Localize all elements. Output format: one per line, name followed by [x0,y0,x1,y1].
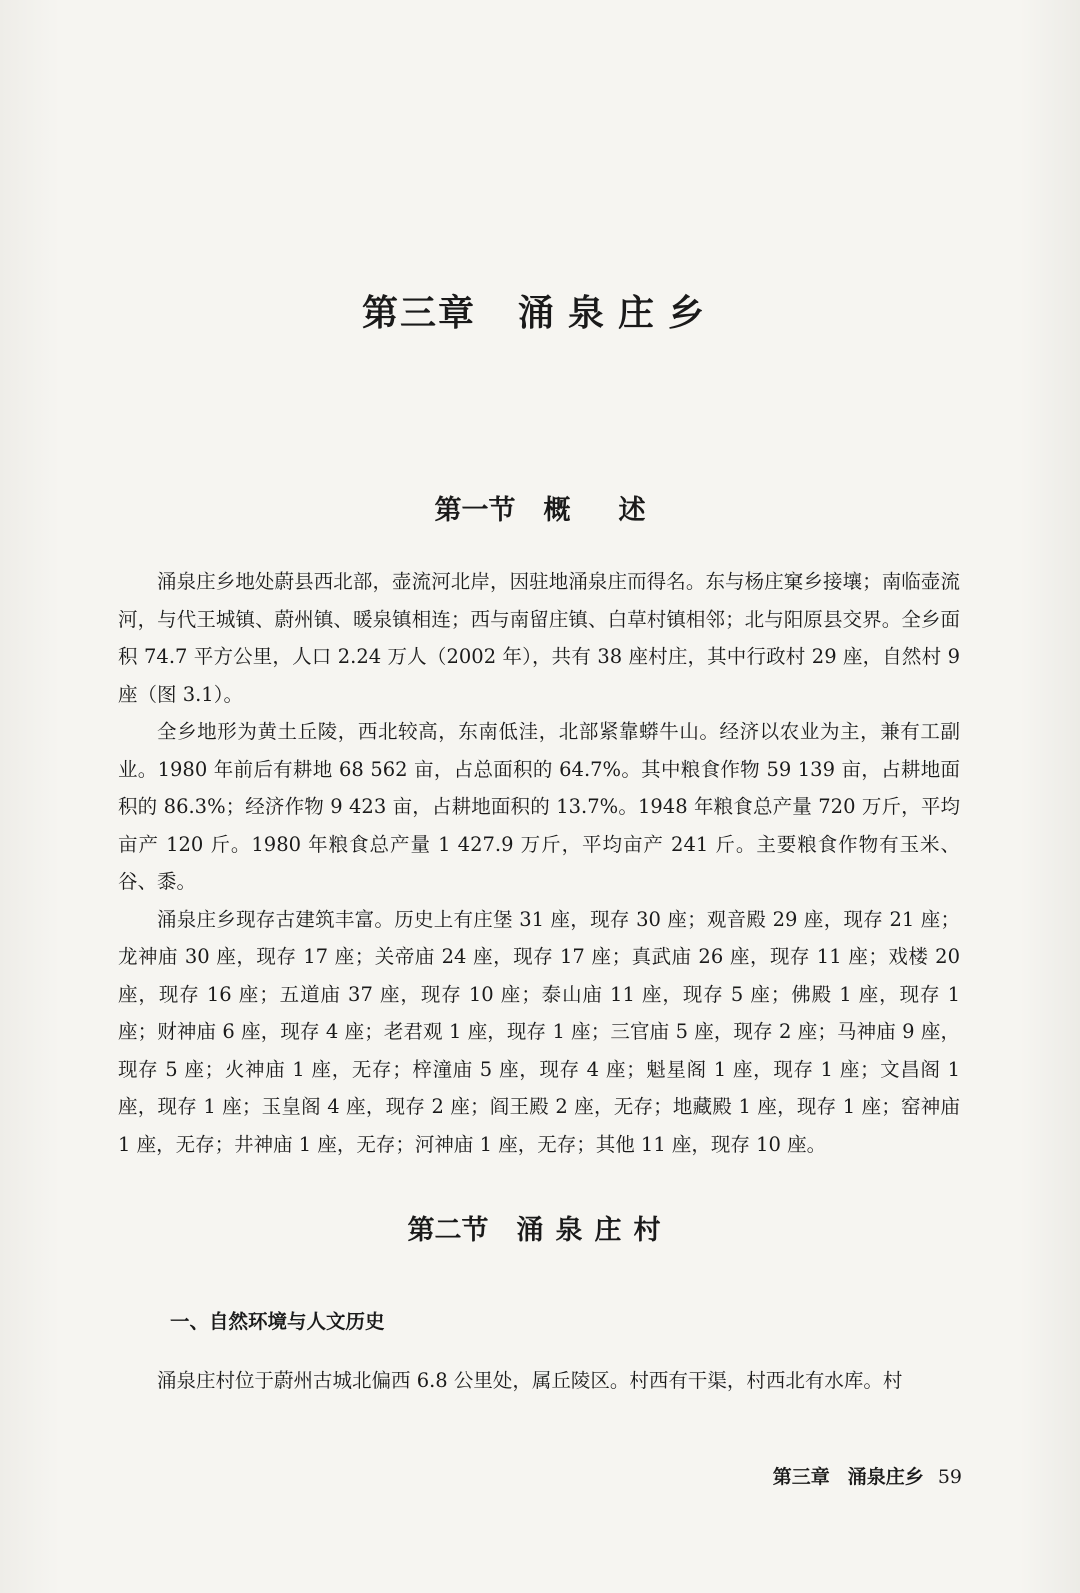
section-1-number: 第一节 [434,495,516,526]
chapter-title [0,285,1080,336]
section-2-title [0,1208,1080,1247]
paragraph-architecture: 涌泉庄乡现存古建筑丰富。历史上有庄堡 31 座，现存 30 座；观音殿 29 座，现存 21 座；龙神庙 30 座，现存 17 座；关帝庙 24 座，现存 17 座；真武庙 26 座，现存 11 座；戏楼 20 座，现存 16 座；五道庙 37 座，现存 10 座；泰山庙 11 座，现存 5 座；佛殿 1 座，现存 1 座；财神庙 6 座，现存 4 座；老君观 1 座，现存 1 座；三官庙 5 座，现存 2 座；马神庙 9 座，现存 5 座；火神庙 1 座，无存；梓潼庙 5 座，现存 4 座；魁星阁 1 座，现存 1 座；文昌阁 1 座，现存 1 座；玉皇阁 4 座，现存 2 座；阎王殿 2 座，无存；地藏殿 1 座，现存 1 座；窑神庙 1 座，无存；井神庙 1 座，无存；河神庙 1 座，无存；其他 11 座，现存 10 座。 [118,907,960,1156]
section-2-number: 第二节 [407,1215,489,1246]
section-1-body [118,563,960,1163]
footer-chapter-name: 涌泉庄乡 [847,1466,924,1488]
section-1-name: 概述 [543,495,694,526]
paragraph-village: 涌泉庄村位于蔚州古城北偏西 6.8 公里处，属丘陵区。村西有干渠，村西北有水库。村 [157,1369,903,1392]
footer-chapter-label: 第三章 [772,1466,830,1488]
chapter-name: 涌泉庄乡 [518,292,719,334]
page-number: 59 [937,1466,962,1488]
page-footer [773,1462,962,1489]
section-1-title [0,488,1080,527]
paragraph-location: 涌泉庄乡地处蔚县西北部，壶流河北岸，因驻地涌泉庄而得名。东与杨庄窠乡接壤；南临壶流河，与代王城镇、蔚州镇、暖泉镇相连；西与南留庄镇、白草村镇相邻；北与阳原县交界。全乡面积 74.7 平方公里，人口 2.24 万人（2002 年），共有 38 座村庄，其中行政村 29 座，自然村 9 座（图 3.1）。 [118,570,960,706]
paragraph-economy: 全乡地形为黄土丘陵，西北较高，东南低洼，北部紧靠蟒牛山。经济以农业为主，兼有工副业。1980 年前后有耕地 68 562 亩，占总面积的 64.7%。其中粮食作物 59 139 亩，占耕地面积的 86.3%；经济作物 9 423 亩，占耕地面积的 13.7%。1948 年粮食总产量 720 万斤，平均亩产 120 斤。1980 年粮食总产量 1 427.9 万斤，平均亩产 241 斤。主要粮食作物有玉米、谷、黍。 [118,720,960,893]
section-2-body [118,1362,960,1400]
subheading-environment-history: 一、自然环境与人文历史 [170,1310,385,1333]
section-2-name: 涌泉庄村 [516,1215,673,1246]
chapter-number: 第三章 [361,292,476,334]
